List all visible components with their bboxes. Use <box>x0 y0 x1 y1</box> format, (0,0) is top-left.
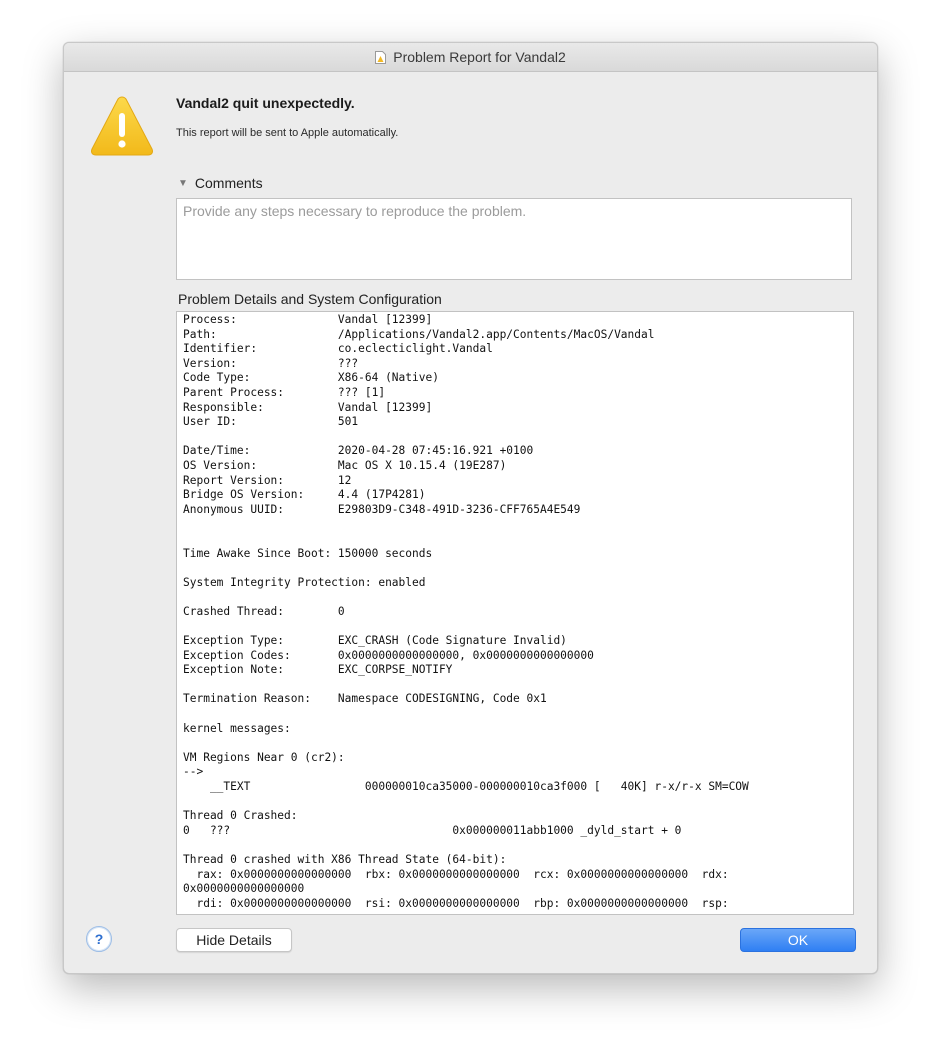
problem-details-text: Process: Vandal [12399] Path: /Applications/Vandal2.app/Contents/MacOS/Vandal Identifier: co.eclecticlight.Vandal Version: ??? Code Type: X86-64 (Native) Parent Process: ??? [1] Responsible: Vandal [12399] User ID: 501 Date/Time: 2020-04-28 07:45:16.921 +0100 OS Version: Mac OS X 10.15.4 (19E287) Report Version: 12 Bridge OS Version: 4.4 (17P4281) Anonymous UUID: E29803D9-C348-491D-3236-CFF765A4E549 Time Awake Since Boot: 150000 seconds System Integrity Protection: enabled Crashed Thread: 0 Exception Type: EXC_CRASH (Code Signature Invalid) Exception Codes: 0x0000000000000000, 0x0000000000000000 Exception Note: EXC_CORPSE_NOTIFY Termination Reason: Namespace CODESIGNING, Code 0x1 kernel messages: VM Regions Near 0 (cr2): --> __TEXT 000000010ca35000-000000010ca3f000 [ 40K] r-x/r-x SM=COW Thread 0 Crashed: 0 ??? 0x000000011abb1000 _dyld_start + 0 Thread 0 crashed with X86 Thread State (64-bit): rax: 0x0000000000000000 rbx: 0x0000000000000000 rcx: 0x0000000000000000 rdx: 0x0000000000000000 rdi: 0x0000000000000000 rsi: 0x0000000000000000 rbp: 0x0000000000000000 rsp: <box>183 313 749 910</box>
comments-textarea[interactable] <box>176 198 852 280</box>
window-title: Problem Report for Vandal2 <box>393 49 566 65</box>
help-button[interactable]: ? <box>86 926 112 952</box>
disclosure-triangle-icon[interactable]: ▼ <box>178 177 188 189</box>
problem-details-textview[interactable] <box>176 311 854 915</box>
details-label: Problem Details and System Configuration <box>178 291 442 307</box>
alert-subtext: This report will be sent to Apple automatically. <box>176 127 399 139</box>
comments-disclosure[interactable] <box>178 175 263 191</box>
problem-report-window <box>63 42 878 974</box>
document-warning-icon <box>375 51 386 64</box>
warning-triangle-icon <box>89 93 155 159</box>
comments-placeholder: Provide any steps necessary to reproduce the problem. <box>183 203 527 219</box>
ok-button[interactable]: OK <box>740 928 856 952</box>
alert-heading: Vandal2 quit unexpectedly. <box>176 95 355 111</box>
hide-details-button[interactable]: Hide Details <box>176 928 292 952</box>
comments-label: Comments <box>194 175 263 191</box>
title-bar[interactable] <box>64 43 877 72</box>
